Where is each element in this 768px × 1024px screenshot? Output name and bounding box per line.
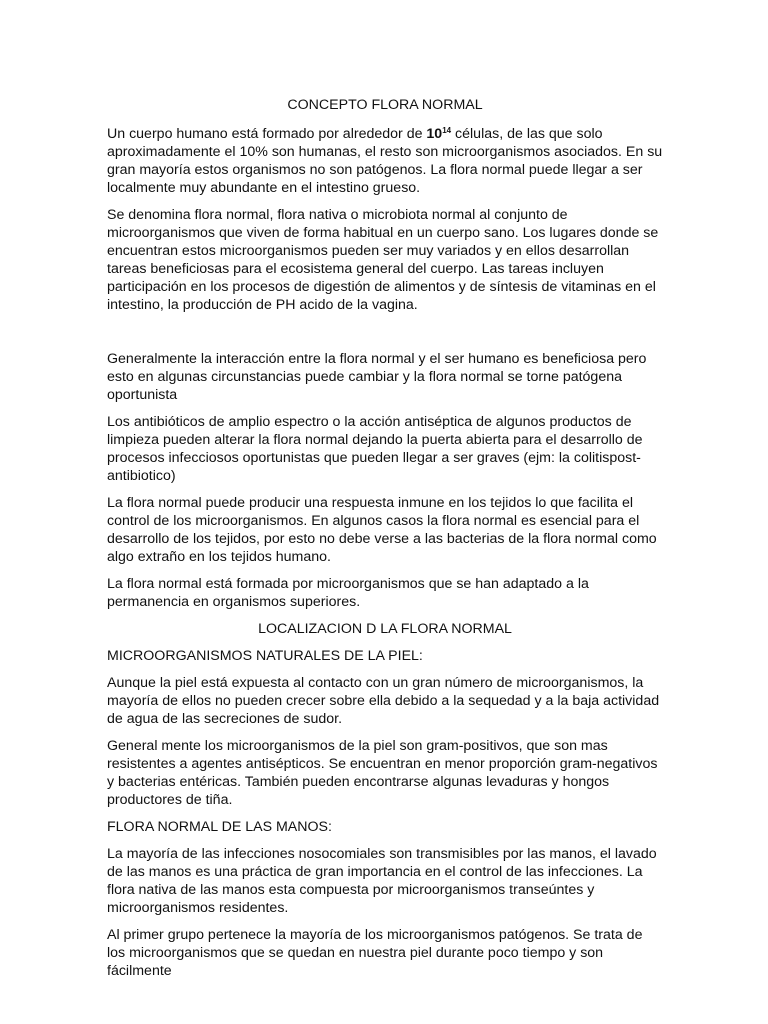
heading-skin: MICROORGANISMOS NATURALES DE LA PIEL: — [107, 648, 423, 664]
paragraph-immune-response: La flora normal puede producir una respuesta inmune en los tejidos lo que facilita el control de los microorganismos. En algunos casos la flora normal es esencial para el desarrollo de los tejidos, por esto no debe verse a las bacterias de la flora normal como algo extraño en los tejidos humano. — [107, 495, 657, 565]
heading-hands: FLORA NORMAL DE LAS MANOS: — [107, 819, 332, 835]
cell-count-base: 10 — [426, 126, 443, 142]
paragraph-skin-exposure: Aunque la piel está expuesta al contacto con un gran número de microorganismos, la mayoría de ellos no pueden crecer sobre ella debido a la sequedad y a la baja actividad de agua de las secreciones de sudor. — [107, 675, 660, 727]
paragraph-transient-microorganisms: Al primer grupo pertenece la mayoría de los microorganismos patógenos. Se trata de los microorganismos que se quedan en nuestra piel durante poco tiempo y son fácilmente — [107, 927, 643, 979]
paragraph-adaptation: La flora normal está formada por microorganismos que se han adaptado a la permanencia en organismos superiores. — [107, 576, 589, 610]
document-title: CONCEPTO FLORA NORMAL — [287, 97, 483, 113]
paragraph-antibiotics: Los antibióticos de amplio espectro o la acción antiséptica de algunos productos de limpieza pueden alterar la flora normal dejando la puerta abierta para el desarrollo de procesos infecciosos oportunistas que pueden llegar a ser graves (ejm: la colitispost-antibiotico) — [107, 414, 643, 484]
paragraph-intro-text-start: Un cuerpo humano está formado por alrededor de — [107, 126, 427, 142]
paragraph-definition: Se denomina flora normal, flora nativa o microbiota normal al conjunto de microorganismos que viven de forma habitual en un cuerpo sano. Los lugares donde se encuentran estos microorganismos pueden ser muy variados y en ellos desarrollan tareas beneficiosas para el ecosistema general del cuerpo. Las tareas incluyen participación en los procesos de digestión de alimentos y de síntesis de vitaminas en el intestino, la producción de PH acido de la vagina. — [107, 207, 659, 313]
paragraph-hands-infections: La mayoría de las infecciones nosocomiales son transmisibles por las manos, el lavado de las manos es una práctica de gran importancia en el control de las infecciones. La flora nativa de las manos esta compuesta por microorganismos transeúntes y microorganismos residentes. — [107, 846, 657, 916]
paragraph-interaction: Generalmente la interacción entre la flora normal y el ser humano es beneficiosa pero esto en algunas circunstancias puede cambiar y la flora normal se torne patógena oportunista — [107, 351, 647, 403]
section-title-localization: LOCALIZACION D LA FLORA NORMAL — [258, 621, 512, 637]
paragraph-skin-gram: General mente los microorganismos de la piel son gram-positivos, que son mas resistentes a agentes antisépticos. Se encuentran en menor proporción gram-negativos y bacterias entéricas. También pueden encontrarse algunas levaduras y hongos productores de tiña. — [107, 738, 658, 808]
paragraph-intro — [107, 125, 663, 197]
paragraph-intro-text-end: células, de las que solo aproximadamente el 10% son humanas, el resto son microorganismos asociados. En su gran mayoría estos organismos no son patógenos. La flora normal puede llegar a ser localmente muy abundante en el intestino grueso. — [107, 126, 663, 196]
document-body — [107, 96, 663, 989]
cell-count-exponent: 14 — [442, 126, 452, 135]
